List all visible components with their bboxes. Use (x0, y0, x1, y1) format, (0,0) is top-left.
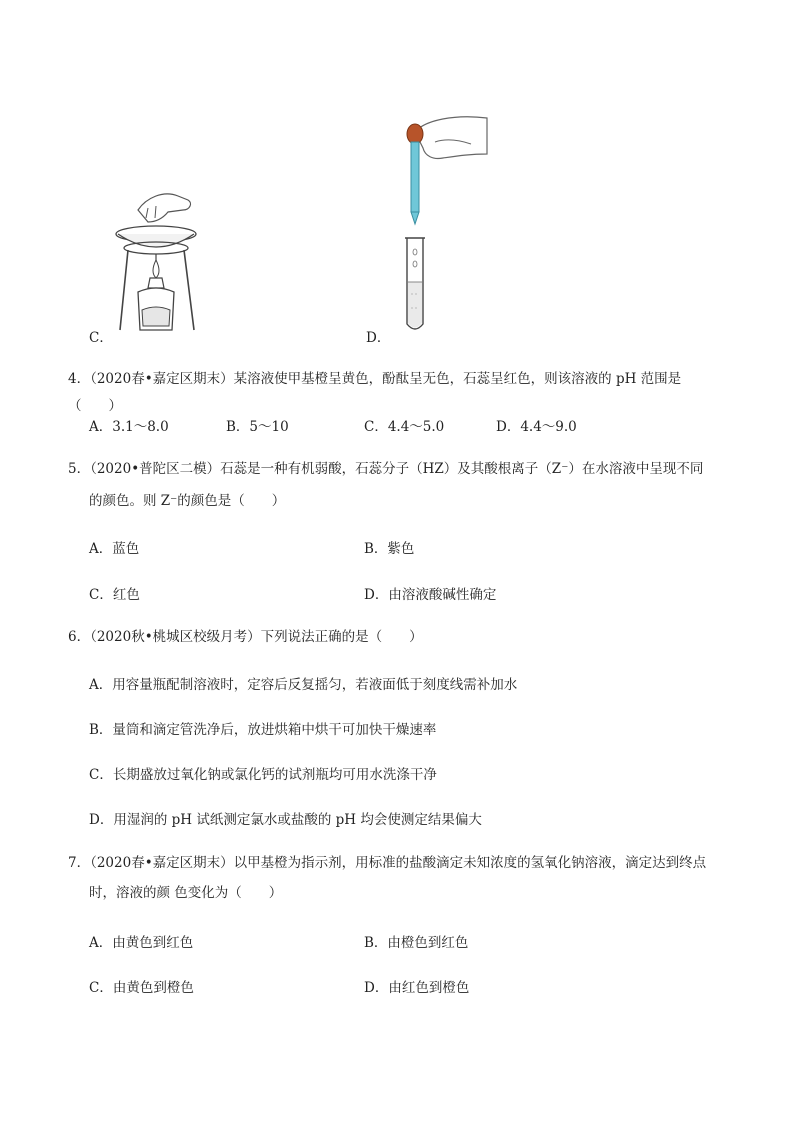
question-6-stem: 6．（2020秋•桃城区校级月考）下列说法正确的是（ ） (68, 629, 423, 645)
q4-option-a: A．3.1～8.0 (89, 419, 169, 435)
q6-option-d: D．用湿润的 pH 试纸测定氯水或盐酸的 pH 均会使测定结果偏大 (89, 812, 482, 828)
question-5-stem-line-1: 5．（2020•普陀区二模）石蕊是一种有机弱酸，石蕊分子（HZ）及其酸根离子（Z⁻）在水溶液中呈现不同 (68, 461, 704, 477)
question-4-stem: 4．（2020春•嘉定区期末）某溶液使甲基橙呈黄色，酚酞呈无色，石蕊呈红色，则该溶液的 pH 范围是（ ） (68, 371, 682, 414)
q4-option-c: C．4.4～5.0 (364, 419, 445, 435)
figure-d-label: D． (366, 330, 391, 346)
evaporating-dish-figure (108, 188, 228, 338)
q7-option-b: B．由橙色到红色 (364, 935, 469, 951)
question-7-stem-line-2: 时，溶液的颜 色变化为（ ） (89, 885, 283, 901)
dropper-test-tube-figure (395, 112, 495, 337)
q5-option-c: C．红色 (89, 587, 140, 603)
question-7-stem-line-1: 7．（2020春•嘉定区期末）以甲基橙为指示剂，用标准的盐酸滴定未知浓度的氢氧化钠溶液，滴定达到终点 (68, 855, 707, 871)
q6-option-a: A．用容量瓶配制溶液时，定容后反复摇匀，若液面低于刻度线需补加水 (89, 677, 518, 693)
q5-option-d: D．由溶液酸碱性确定 (364, 587, 497, 603)
q5-option-b: B．紫色 (364, 541, 415, 557)
q6-option-b: B．量筒和滴定管洗净后，放进烘箱中烘干可加快干燥速率 (89, 722, 437, 738)
figure-c-label: C． (89, 330, 113, 346)
question-5-stem-line-2: 的颜色。则 Z⁻的颜色是（ ） (89, 493, 286, 509)
q4-option-b: B．5～10 (226, 419, 289, 435)
q5-option-a: A．蓝色 (89, 541, 140, 557)
q7-option-c: C．由黄色到橙色 (89, 980, 194, 996)
q6-option-c: C．长期盛放过氧化钠或氯化钙的试剂瓶均可用水洗涤干净 (89, 767, 437, 783)
q7-option-d: D．由红色到橙色 (364, 980, 470, 996)
q7-option-a: A．由黄色到红色 (89, 935, 194, 951)
q4-option-d: D．4.4～9.0 (496, 419, 577, 435)
